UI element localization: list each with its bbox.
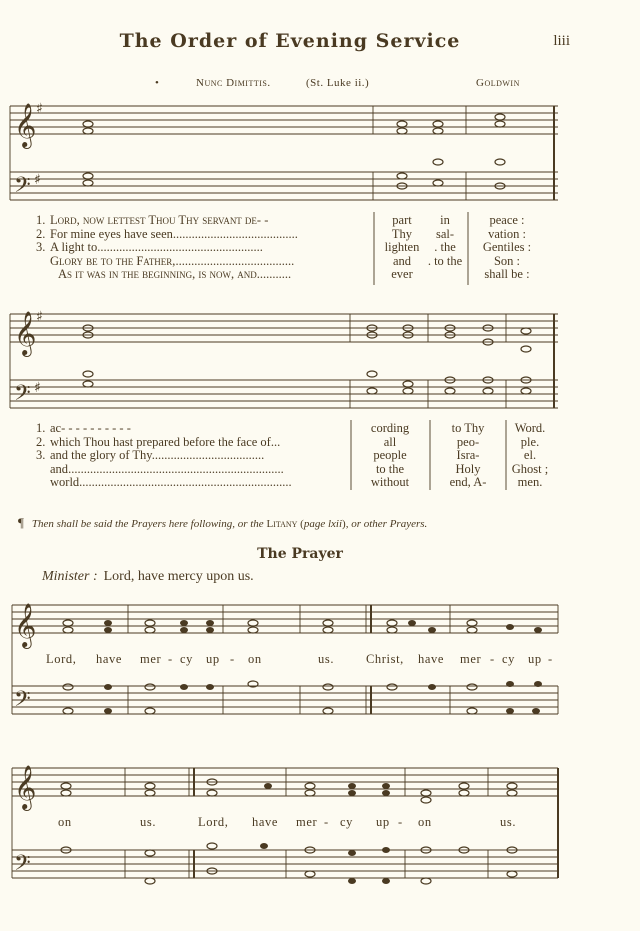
chant1-verse-1: 1. Lord, now lettest Thou Thy servant de- - [36,213,269,227]
chant2-col1: cording all people to the without [370,421,410,489]
chant1-col1: part Thy lighten and ever [384,213,420,281]
minister-line [42,569,254,585]
syllable: on [248,652,262,666]
bass-clef-icon: 𝄢 [14,173,31,203]
chant2-col2: to Thy peo- Isra- Holy end, A- [449,421,487,489]
syllable: up [376,815,390,829]
syllable: mer [296,815,318,829]
page-number: liii [553,33,570,49]
treble-clef-icon: 𝄞 [14,603,37,647]
syllable: - [230,652,235,666]
syllable: mer [460,652,482,666]
litany-link: Litany [266,518,298,530]
chant1-verse-2: 2. For mine eyes have seen........................................ [36,227,298,241]
hymn-title: Nunc Dimittis. [196,77,271,89]
syllable: us. [500,815,517,829]
syllable: cy [502,652,515,666]
syllable: - [398,815,403,829]
syllable: have [418,652,444,666]
composer-name: Goldwin [476,77,520,89]
syllable: cy [340,815,353,829]
bass-clef-icon: 𝄢 [14,381,31,411]
syllable: on [418,815,432,829]
page-title: The Order of Evening Service [119,30,461,52]
treble-clef-icon: 𝄞 [14,765,37,809]
bass-clef-icon: 𝄢 [14,687,31,717]
chant1-verse-3: 3. A light to..................................................... [36,240,263,254]
syllable: have [252,815,278,829]
syllable: Christ, [366,652,404,666]
pilcrow-icon: ¶ [18,515,24,530]
sharp-icon: ♯ [36,309,43,325]
bass-clef-icon: 𝄢 [14,851,31,881]
rubric-instruction: ¶ Then shall be said the Prayers here following, or the Litany (page lxii), or other Prayers. [18,515,428,530]
syllable: - [548,652,553,666]
syllable: Lord, [198,815,229,829]
syllable: us. [318,652,335,666]
syllable: have [96,652,122,666]
syllable: mer [140,652,162,666]
syllable: Lord, [46,652,77,666]
minister-label: Minister : [42,569,98,584]
staff-bass-1 [10,172,558,200]
syllable: - [324,815,329,829]
sharp-icon: ♯ [34,172,41,188]
chant1-col3: peace : vation : Gentiles : Son : shall be : [482,213,532,281]
staff-bass-4 [12,850,558,878]
syllable: us. [140,815,157,829]
sharp-icon: ♯ [34,380,41,396]
bullet-mark: • [155,77,160,89]
treble-clef-icon: 𝄞 [14,103,37,147]
syllable: cy [180,652,193,666]
syllable: up [206,652,220,666]
chant1-gloria-2: As it was in the beginning, is now, and........... [58,267,292,281]
prayer-heading: The Prayer [257,546,343,562]
syllable: - [168,652,173,666]
chant2-verse-3: 3. and the glory of Thy.................................... [36,448,265,462]
sharp-icon: ♯ [36,101,43,117]
minister-text: Lord, have mercy upon us. [103,569,254,584]
syllable: on [58,815,72,829]
treble-clef-icon: 𝄞 [14,311,37,355]
hymn-reference: (St. Luke ii.) [306,77,370,89]
chant2-col3: Word. ple. el. Ghost ; men. [511,421,549,489]
chant2-gloria-2: world.................................................................... [50,475,292,489]
chant1-col2: in sal- . the . to the [427,213,463,268]
staff-treble-2 [10,314,558,342]
staff-bass-2 [10,380,558,408]
chant2-gloria-1: and..................................................................... [50,462,284,476]
staff-treble-4 [12,768,558,796]
chant2-verse-2: 2. which Thou hast prepared before the face of... [36,435,281,449]
chant1-gloria-1: Glory be to the Father,...................................... [50,254,295,268]
chant2-verse-1: 1. ac- - - - - - - - - - [36,421,131,435]
syllable: up [528,652,542,666]
syllable: - [490,652,495,666]
